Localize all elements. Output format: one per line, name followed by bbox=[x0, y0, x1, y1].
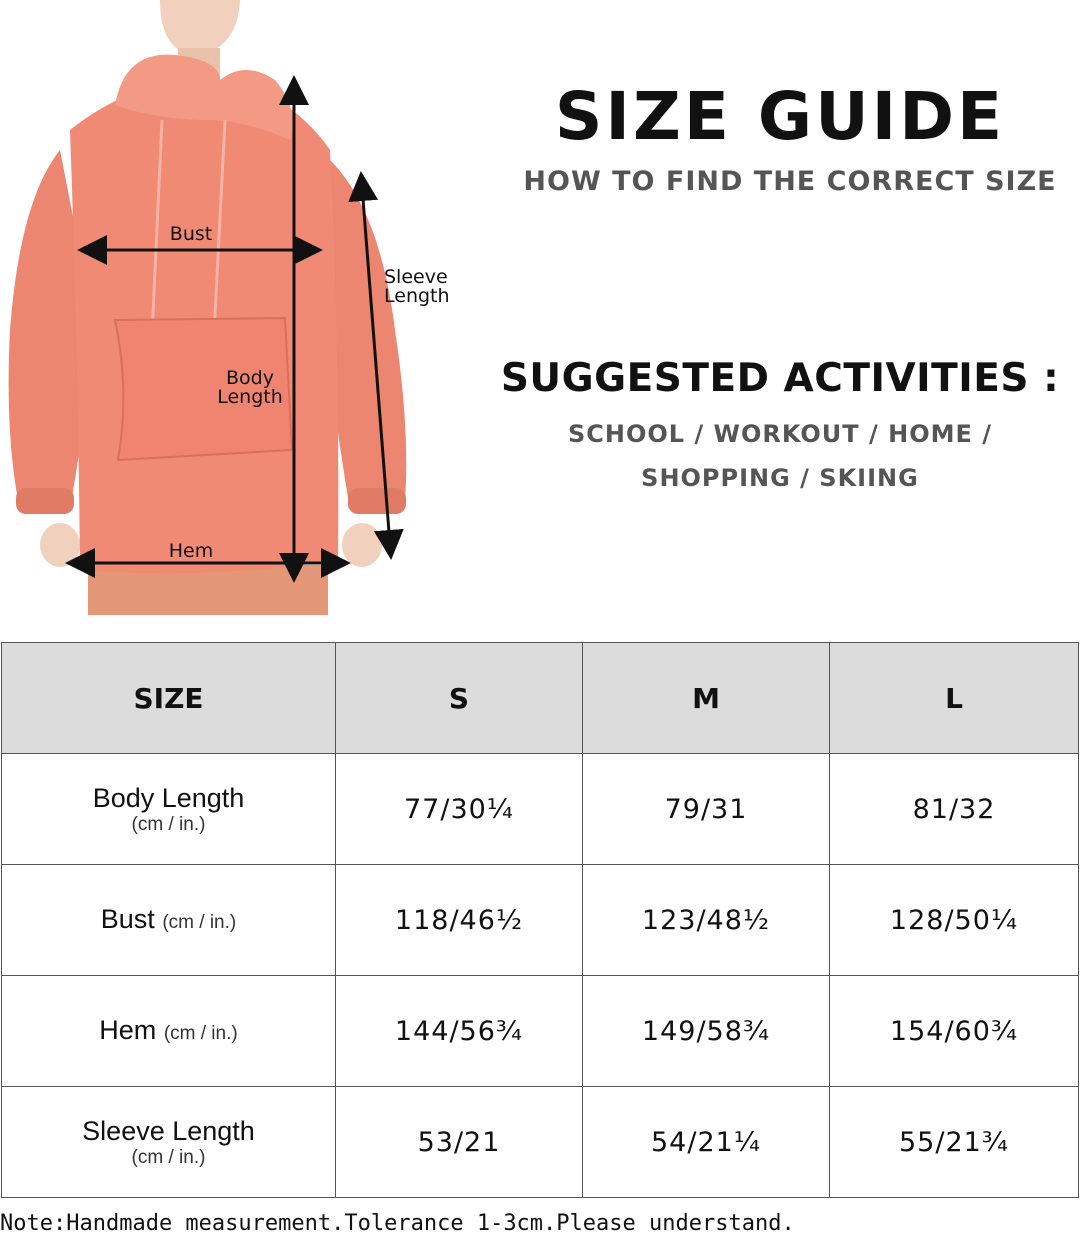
page-title: SIZE GUIDE bbox=[554, 78, 1006, 155]
table-row bbox=[2, 976, 1079, 1087]
table-cell: 81/32 bbox=[830, 754, 1079, 865]
header-s: S bbox=[336, 643, 583, 754]
right-hand bbox=[342, 523, 382, 567]
table-cell: 53/21 bbox=[336, 1087, 583, 1198]
bust-label: Bust bbox=[169, 223, 213, 245]
size-chart-table bbox=[1, 642, 1079, 1198]
row-unit: (cm / in.) bbox=[162, 912, 237, 934]
left-cuff bbox=[16, 488, 74, 514]
table-cell: 123/48½ bbox=[583, 865, 830, 976]
table-cell: 79/31 bbox=[583, 754, 830, 865]
hem-label: Hem bbox=[168, 540, 214, 562]
table-cell: 149/58¾ bbox=[583, 976, 830, 1087]
sleeve-label-line1: Sleeve bbox=[384, 266, 448, 288]
sleeve-label-line2: Length bbox=[384, 285, 450, 307]
row-label-text: Hem bbox=[99, 1015, 157, 1046]
row-label-hem bbox=[2, 976, 336, 1087]
table-cell: 144/56¾ bbox=[336, 976, 583, 1087]
row-label-sleeve-length bbox=[2, 1087, 336, 1198]
row-label-bust bbox=[2, 865, 336, 976]
model-head bbox=[160, 0, 240, 55]
row-unit: (cm / in.) bbox=[131, 813, 206, 835]
header-l: L bbox=[830, 643, 1079, 754]
hoodie-illustration bbox=[0, 0, 470, 615]
table-row bbox=[2, 865, 1079, 976]
table-row bbox=[2, 1087, 1079, 1198]
page-subtitle: HOW TO FIND THE CORRECT SIZE bbox=[523, 166, 1057, 197]
header-size: SIZE bbox=[2, 643, 336, 754]
activities-line-1: SCHOOL / WORKOUT / HOME / bbox=[567, 420, 993, 448]
activities-title: SUGGESTED ACTIVITIES : bbox=[500, 356, 1060, 401]
left-hand bbox=[40, 523, 80, 567]
table-cell: 55/21¾ bbox=[830, 1087, 1079, 1198]
hoodie-diagram bbox=[0, 0, 470, 615]
table-cell: 128/50¼ bbox=[830, 865, 1079, 976]
table-cell: 118/46½ bbox=[336, 865, 583, 976]
right-cuff bbox=[348, 488, 406, 514]
row-label-text: Body Length bbox=[92, 782, 245, 813]
measurement-note: Note:Handmade measurement.Tolerance 1-3cm.Please understand. bbox=[0, 1211, 795, 1236]
body-length-label-line1: Body bbox=[226, 367, 274, 389]
row-unit: (cm / in.) bbox=[163, 1023, 238, 1045]
table-cell: 54/21¼ bbox=[583, 1087, 830, 1198]
table-cell: 77/30¼ bbox=[336, 754, 583, 865]
row-label-body-length bbox=[2, 754, 336, 865]
table-header-row bbox=[2, 643, 1079, 754]
header-m: M bbox=[583, 643, 830, 754]
row-label-text: Sleeve Length bbox=[82, 1115, 255, 1146]
body-length-label-line2: Length bbox=[217, 386, 283, 408]
table-cell: 154/60¾ bbox=[830, 976, 1079, 1087]
row-label-text: Bust bbox=[100, 904, 155, 935]
activities-line-2: SHOPPING / SKIING bbox=[641, 464, 919, 492]
row-unit: (cm / in.) bbox=[131, 1146, 206, 1168]
table-row bbox=[2, 754, 1079, 865]
